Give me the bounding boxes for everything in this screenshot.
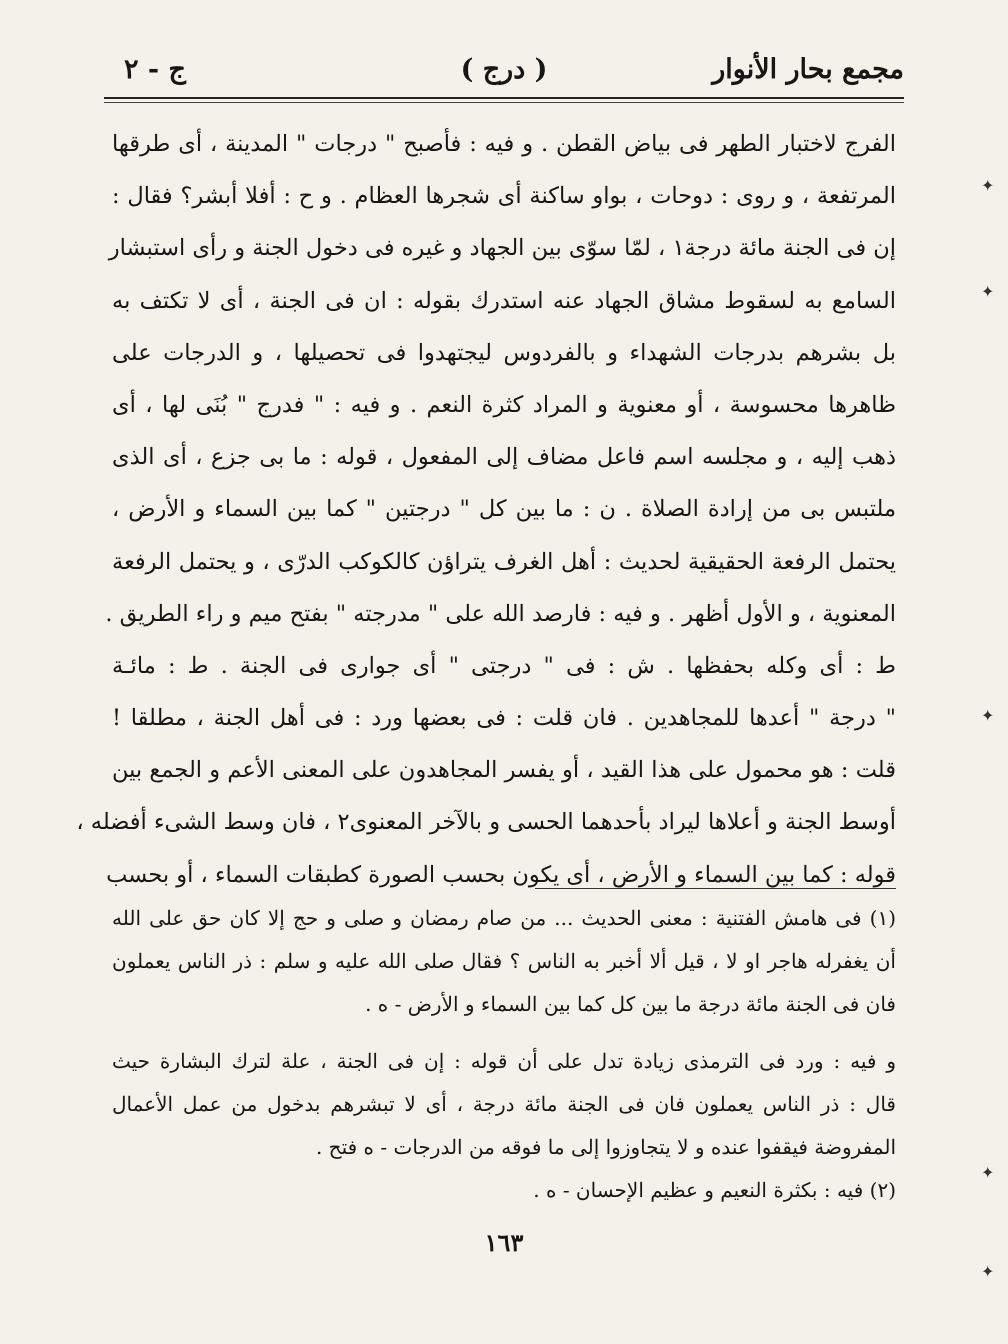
text-line: بل بشرهم بدرجات الشهداء و بالفردوس ليجتهدوا فى تحصيلها ، و الدرجات على	[112, 339, 896, 366]
header-book-title: مجمع بحار الأنوار	[712, 54, 904, 85]
header-rule-thin	[104, 102, 904, 103]
text-line: المرتفعة ، و روى : دوحات ، بواو ساكنة أى شجرها العظام . و ح : أفلا أبشر؟ فقال :	[112, 183, 896, 210]
footnote-line: (٢) فيه : بكثرة النعيم و عظيم الإحسان - ه .	[533, 1178, 896, 1202]
text-line: ذهب إليه ، و مجلسه اسم فاعل مضاف إلى المفعول ، قوله : ما بى جزع ، أى الذى	[112, 444, 896, 471]
text-line: ط : أى وكله بحفظها . ش : فى " درجتى " أى جوارى فى الجنة . ط : مائـة	[112, 652, 896, 679]
margin-star-icon: ✦	[981, 1262, 995, 1281]
text-line: قوله : كما بين السماء و الأرض ، أى يكون بحسب الصورة كطبقات السماء ، أو بحسب	[106, 861, 896, 888]
footnotes	[112, 897, 896, 1212]
footnote-line: و فيه : ورد فى الترمذى زيادة تدل على أن قوله : إن فى الجنة ، علة لترك البشارة حيث	[112, 1049, 896, 1073]
margin-star-icon: ✦	[981, 706, 995, 725]
text-line: قلت : هو محمول على هذا القيد ، أو يفسر المجاهدون على المعنى الأعم و الجمع بين	[112, 757, 896, 784]
footnote-line: قال : ذر الناس يعملون فان فى الجنة مائة درجة ، أى لا تبشرهم بدخول من عمل الأعمال	[112, 1092, 896, 1116]
page-number: ١٦٣	[484, 1228, 524, 1257]
header-rule	[104, 97, 904, 99]
margin-star-icon: ✦	[981, 1163, 995, 1182]
text-line: أوسط الجنة و أعلاها ليراد بأحدهما الحسى و بالآخر المعنوى٢ ، فان وسط الشىء أفضله ،	[76, 809, 896, 836]
footnote-line: أن يغفرله هاجر او لا ، قيل ألا أخبر به الناس ؟ فقال صلى الله عليه و سلم : ذر الناس يعملون	[112, 949, 896, 973]
text-line: ظاهرها محسوسة ، أو معنوية و المراد كثرة النعم . و فيه : " فدرج " بُنَى لها ، أى	[112, 391, 896, 418]
footnote-line: المفروضة فيقفوا عنده و لا يتجاوزوا إلى ما فوقه من الدرجات - ه فتح .	[315, 1135, 896, 1159]
text-line: الفرج لاختبار الطهر فى بياض القطن . و فيه : فأصبح " درجات " المدينة ، أى طرقها	[112, 131, 896, 157]
text-line: المعنوية ، و الأول أظهر . و فيه : فارصد الله على " مدرجته " بفتح ميم و راء الطريق .	[105, 600, 896, 627]
running-header	[104, 44, 904, 94]
text-line: يحتمل الرفعة الحقيقية لحديث : أهل الغرف يتراؤن كالكوكب الدرّى ، و يحتمل الرفعة	[112, 548, 896, 575]
text-line: السامع به لسقوط مشاق الجهاد عنه استدرك بقوله : ان فى الجنة ، أى لا تكتف به	[112, 287, 896, 314]
margin-star-icon: ✦	[981, 176, 995, 195]
header-entry-root: ( درج )	[460, 54, 548, 85]
text-line: إن فى الجنة مائة درجة١ ، لمّا سوّى بين الجهاد و غيره فى دخول الجنة و رأى استبشار	[108, 235, 896, 262]
text-line: ملتبس بى من إرادة الصلاة . ن : ما بين كل " درجتين " كما بين السماء و الأرض ،	[112, 496, 896, 523]
text-line: " درجة " أعدها للمجاهدين . فان قلت : فى بعضها ورد : فى أهل الجنة ، مطلقا !	[112, 705, 896, 732]
footnote-separator	[535, 888, 896, 889]
header-volume: ج - ٢	[124, 54, 186, 85]
footnote-line: فان فى الجنة مائة درجة ما بين كل كما بين السماء و الأرض - ه .	[365, 992, 896, 1016]
footnote-line: (١) فى هامش الفتنية : معنى الحديث ... من صام رمضان و صلى و حج إلا كان حق على الله	[112, 906, 896, 930]
footnote-gap	[112, 1026, 896, 1040]
margin-star-icon: ✦	[981, 282, 995, 301]
main-text	[76, 118, 896, 901]
